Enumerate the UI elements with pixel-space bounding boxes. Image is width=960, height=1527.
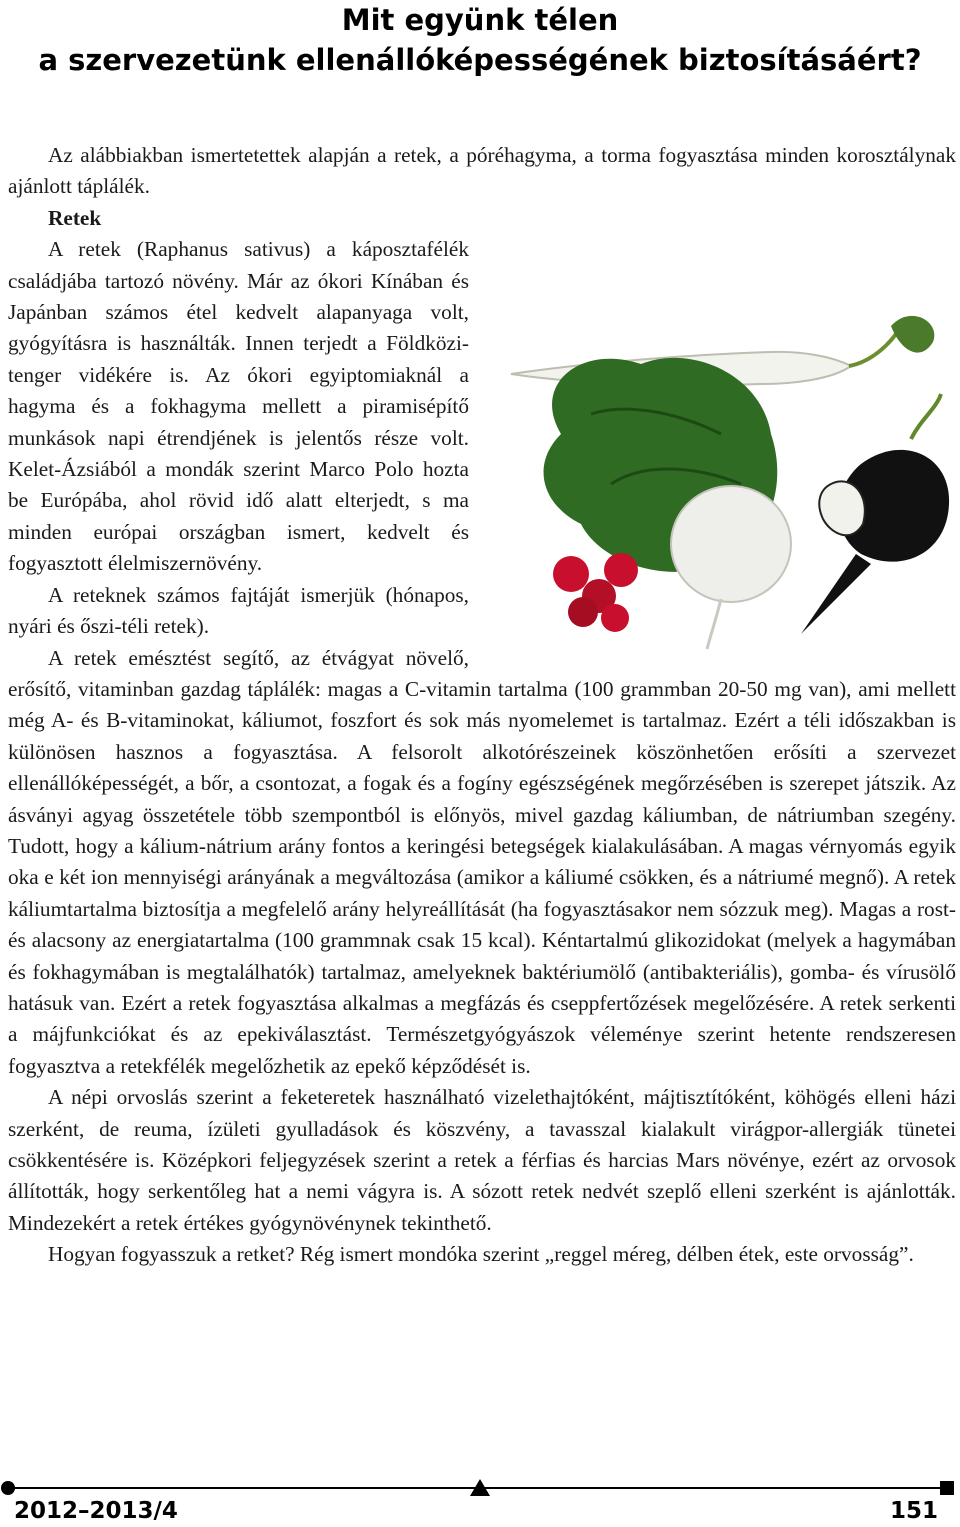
section-heading-retek: Retek [48,205,102,230]
footer-square-icon [940,1481,954,1495]
paragraph-5: Hogyan fogyasszuk a retket? Rég ismert mondóka szerint „reggel méreg, délben étek, este orvosság”. [48,1242,914,1267]
issue-number: 2012–2013/4 [14,1498,178,1524]
red-radish [604,553,638,587]
red-radish [568,597,598,627]
title-line-1: Mit együnk télen [341,3,619,37]
footer-rule [0,1478,960,1498]
paragraph-3: A retek emésztést segítő, az étvágyat növelő, erősítő, vitaminban gazdag táplálék: magas a C-vitamin tartalma (100 grammban 20-50 mg van), ami mellett még A- és B-vitaminokat, káliumot, foszfort és sok más nyomelemet is tartalmaz. Ezért a téli időszakban is különösen hasznos a fogyasztása. A felsorolt alkotórészeinek köszönhetően erősíti a szervezet ellenállóképességét, a bőr, a csontozat, a fogak és a fogíny egészségének megőrzésében is szerepet játszik. Az ásványi agyag összetétele több szempontból is előnyös, mivel gazdag káliumban, de nátriumban szegény. Tudott, hogy a kálium-nátrium arány fontos a keringési betegségek kialakulásában. A magas vérnyomás egyik oka e két ion mennyiségi arányának a megváltozása (amikor a káliumé csökken, és a nátriumé megnő). A retek káliumtartalma biztosítja a megfelelő arány helyreállítását (ha fogyasztásakor nem sózzuk meg). Magas a rost- és alacsony az energiatartalma (100 grammnak csak 15 kcal). Kéntartalmú glikozidokat (melyek a hagymában és fokhagymában is megtalálhatók) tartalmaz, amelyeknek baktériumölő (antibakteriális), gomba- és vírusölő hatásuk van. Ezért a retek fogyasztása alkalmas a megfázás és cseppfertőzések megelőzésére. A retek serkenti a májfunkciókat és az epekiválasztást. Természetgyógyászok véleménye szerint hetente rendszeresen fogyasztva a retekfélék megelőzhetik az epekő képződését is. [8,645,956,1078]
daikon-leaves [891,316,934,353]
article-body [8,140,956,1271]
black-radish-slice [819,482,865,536]
footer-circle-icon [1,1481,15,1495]
paragraph-2: A reteknek számos fajtáját ismerjük (hónapos, nyári és őszi-téli retek). [8,582,469,639]
black-radish-tail [801,554,871,634]
page-number: 151 [889,1498,938,1524]
page-title [0,0,960,80]
paragraph-1-text: A retek (Raphanus sativus) a káposztafélék családjába tartozó növény. Már az ókori Kínában és Japánban számos étel kedvelt alapanyaga volt, gyógyításra is használták. Innen terjedt a Földközi-tenger vidékére is. Az ókori egyiptomiaknál a hagyma és a fokhagyma mellett a piramisépítő munkások napi étrendjének is jelentős része volt. Kelet-Ázsiából a mondák szerint Marco Polo hozta be Európába, ahol rövid idő alatt elterjedt, s ma minden európai országban ismert, kedvelt és fogyasztott élelmiszernövény. [8,237,469,576]
intro-paragraph: Az alábbiakban ismertetettek alapján a retek, a póréhagyma, a torma fogyasztása minden korosztálynak ajánlott táplálék. [8,143,956,199]
red-radish [601,604,629,632]
paragraph-4: A népi orvoslás szerint a feketeretek használható vizelethajtóként, májtisztítóként, köhögés elleni házi szerként, de reuma, ízületi gyulladások és köszvény, a tavasszal kialakult virágpor-allergiák tünetei csökkentésére is. Középkori feljegyzések szerint a retek a férfias és harcias Mars növénye, ezért az orvosok állították, hogy serkentőleg hat a nemi vágyra is. A sózott retek nedvét szeplő elleni szerként is ajánlották. Mindezekért a retek értékes gyógynövénynek tekinthető. [8,1085,956,1235]
white-radish [671,486,791,602]
radish-illustration [471,234,956,654]
radish-image [471,234,956,654]
red-radish [553,556,589,592]
daikon-stem [849,326,901,366]
paragraph-1 [8,234,956,579]
title-line-2: a szervezetünk ellenállóképességének biztosításáért? [38,43,922,77]
